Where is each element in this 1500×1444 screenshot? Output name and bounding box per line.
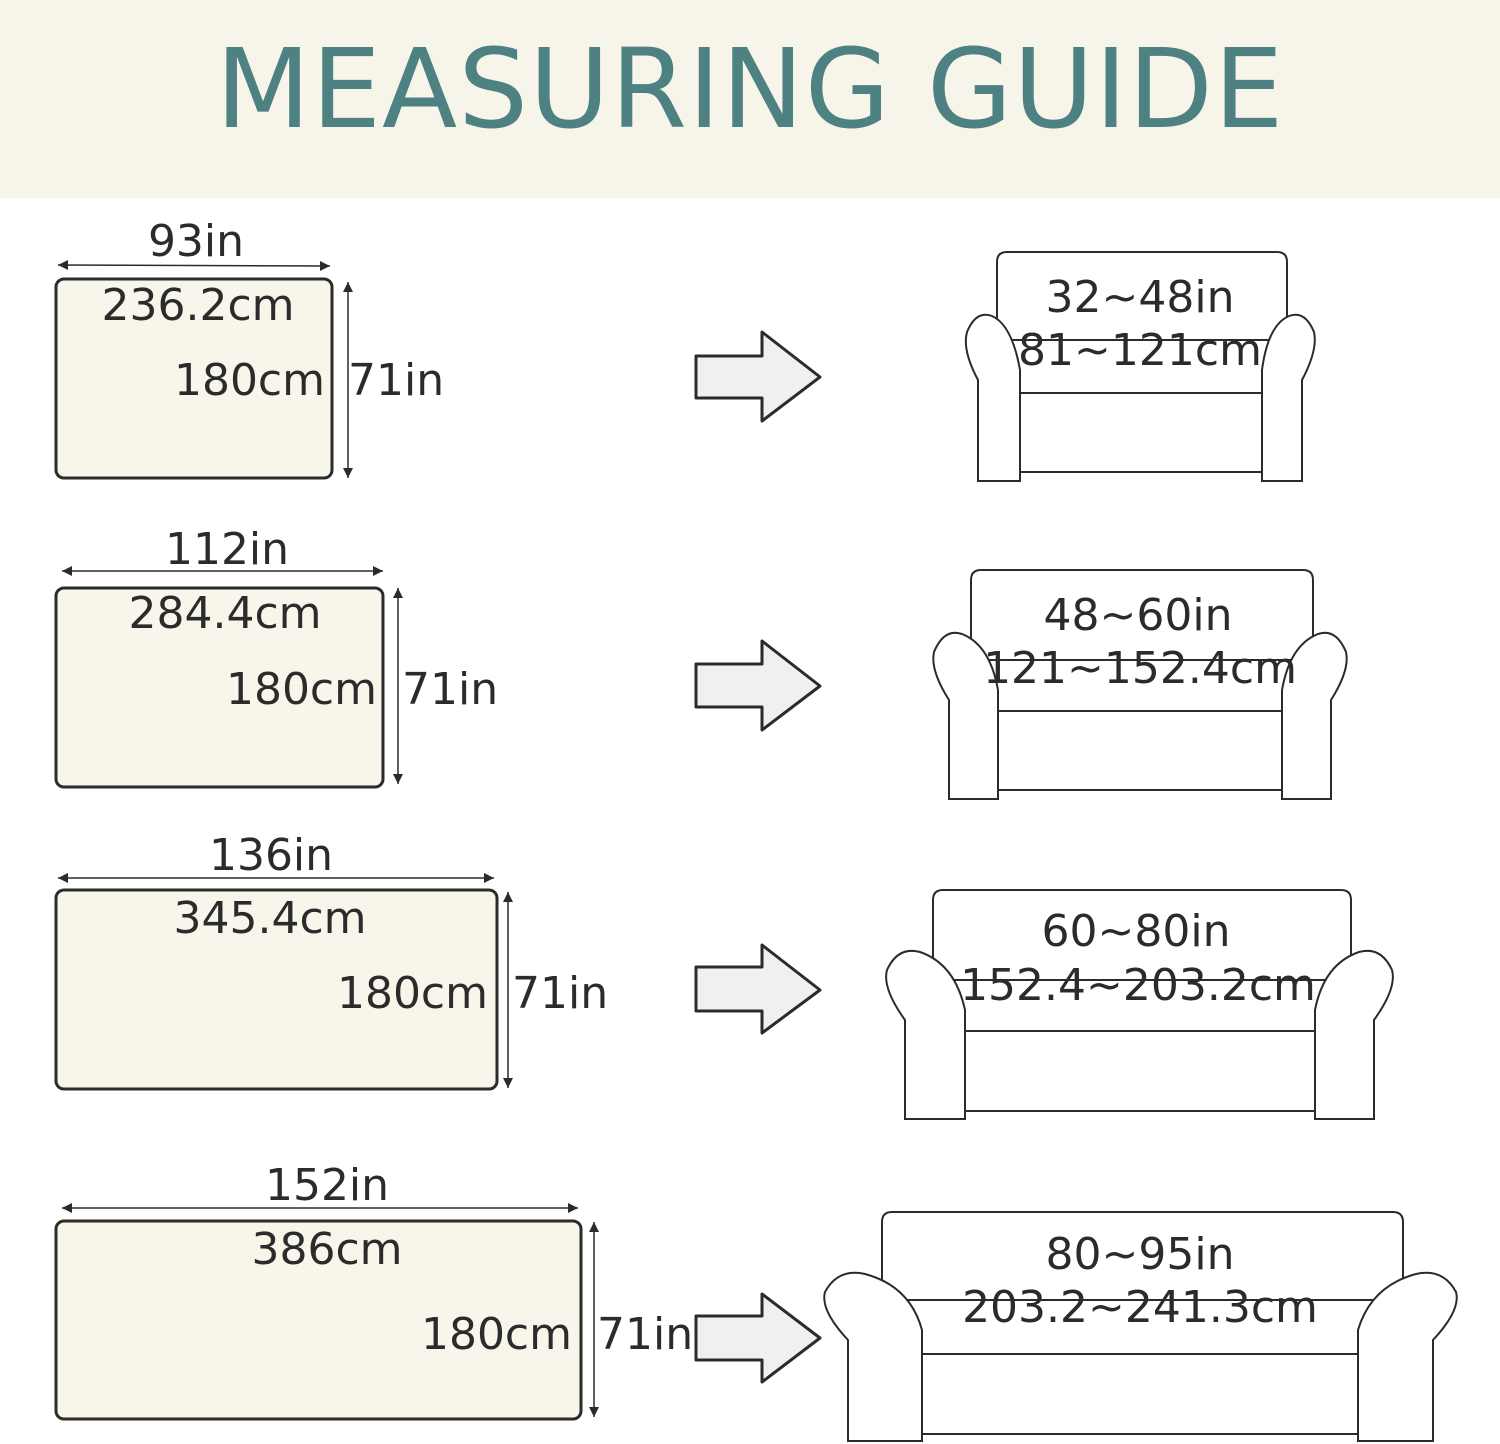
row-4-arrow-icon (696, 1294, 820, 1382)
row-4-width-cm: 386cm (251, 1224, 403, 1275)
row-3-height-cm: 180cm (336, 968, 488, 1019)
row-3-fit-in: 60~80in (1041, 906, 1231, 957)
row-4-height-in: 71in (597, 1309, 694, 1360)
row-2-width-in: 112in (164, 524, 290, 575)
row-2-fit-cm: 121~152.4cm (983, 643, 1297, 694)
row-2-height-cm: 180cm (225, 664, 377, 715)
row-3-fit-cm: 152.4~203.2cm (960, 960, 1316, 1011)
row-3-width-cm: 345.4cm (173, 893, 367, 944)
row-4-fit-cm: 203.2~241.3cm (962, 1282, 1318, 1333)
row-2-width-cm: 284.4cm (128, 588, 322, 639)
row-1-fit-in: 32~48in (1045, 272, 1235, 323)
row-1-height-cm: 180cm (173, 355, 325, 406)
row-1-width-in: 93in (147, 216, 245, 267)
row-3-width-in: 136in (208, 830, 334, 881)
row-3-height-in: 71in (512, 968, 609, 1019)
page-title: MEASURING GUIDE (215, 25, 1285, 153)
row-2-fit-in: 48~60in (1043, 590, 1233, 641)
row-1-height-in: 71in (348, 355, 445, 406)
row-4-fit-in: 80~95in (1045, 1229, 1235, 1280)
row-4-width-in: 152in (264, 1160, 390, 1211)
row-4-height-cm: 180cm (420, 1309, 572, 1360)
row-2-height-in: 71in (402, 664, 499, 715)
row-1-width-cm: 236.2cm (101, 280, 295, 331)
row-1-fit-cm: 81~121cm (1018, 325, 1262, 376)
